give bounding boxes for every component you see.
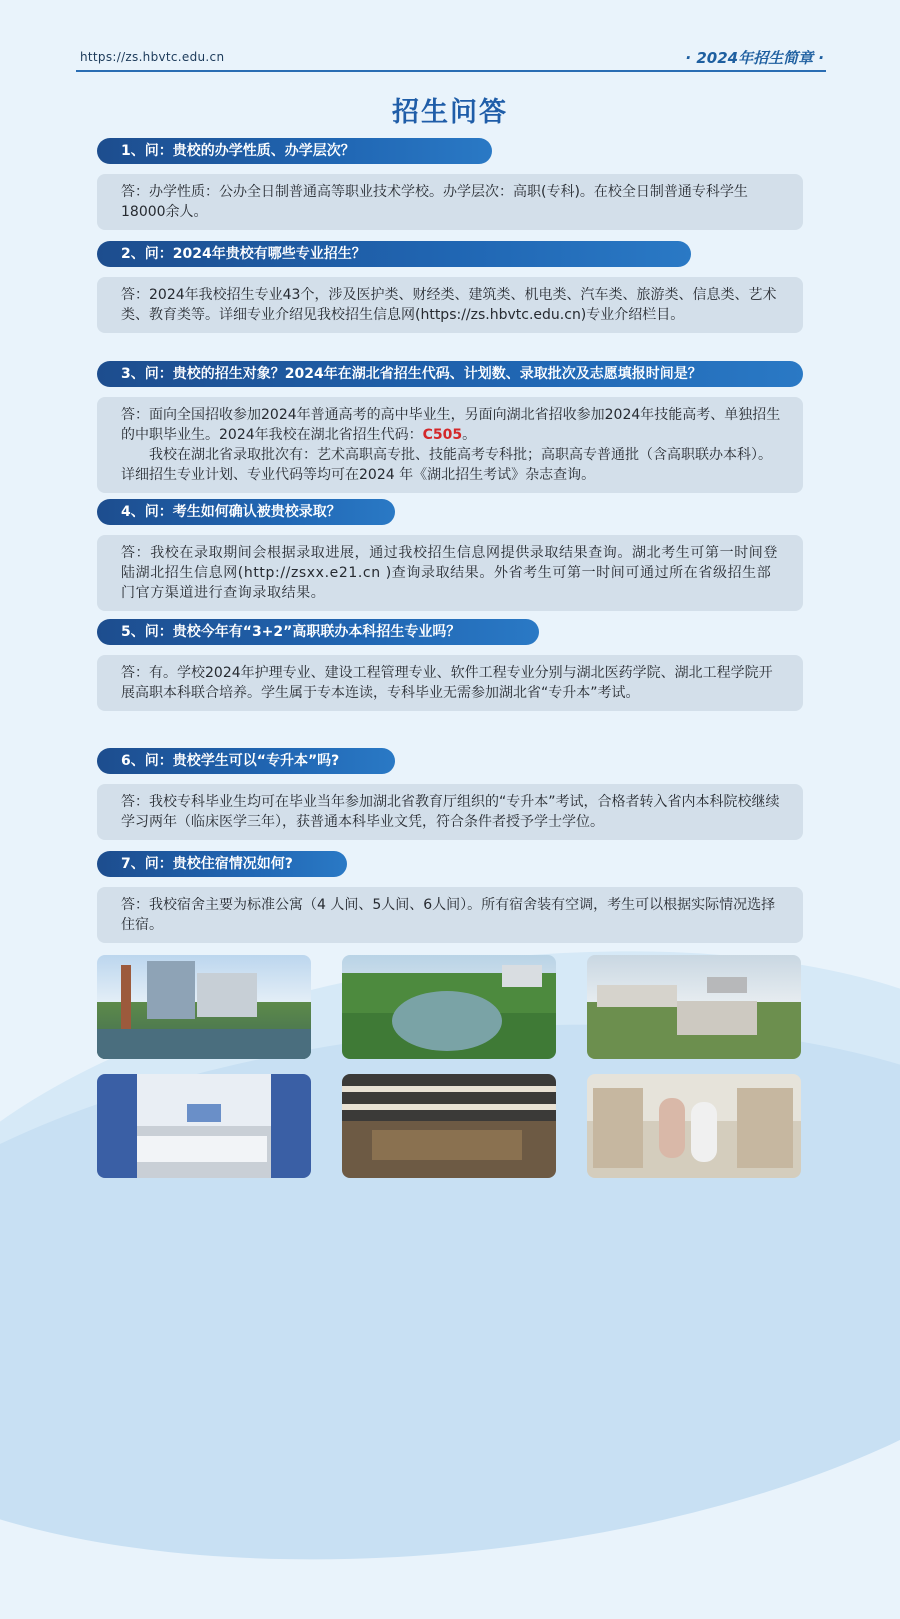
- answer-text: 答：办学性质：公办全日制普通高等职业技术学校。办学层次：高职(专科)。在校全日制普通专科学生18000余人。: [121, 184, 748, 220]
- dormitory-photo: [587, 1074, 801, 1178]
- library-hall-photo: [342, 1074, 556, 1178]
- answer-box: [97, 784, 803, 840]
- page-title: 招生问答: [392, 97, 508, 128]
- question-bar: 7、问：贵校住宿情况如何?: [97, 851, 347, 877]
- question-bar: 3、问：贵校的招生对象？2024年在湖北省招生代码、计划数、录取批次及志愿填报时间是？: [97, 361, 803, 387]
- qa-block-7: [97, 851, 803, 943]
- question-bar: 6、问：贵校学生可以“专升本”吗?: [97, 748, 395, 774]
- answer-text-part: 答：面向全国招收参加2024年普通高考的高中毕业生，另面向湖北省招收参加2024年技能高考、单独招生的中职毕业生。2024年我校在湖北省招生代码：: [121, 407, 781, 443]
- qa-block-3: [97, 361, 803, 493]
- header-title: · 2024年招生简章 ·: [685, 49, 824, 67]
- answer-box: [97, 655, 803, 711]
- answer-text: 答：我校宿舍主要为标准公寓（4 人间、5人间、6人间）。所有宿舍装有空调，考生可以根据实际情况选择住宿。: [121, 897, 776, 933]
- answer-text: [121, 405, 785, 445]
- answer-text: 答：有。学校2024年护理专业、建设工程管理专业、软件工程专业分别与湖北医药学院、湖北工程学院开展高职本科联合培养。学生属于专本连读，专科毕业无需参加湖北省“专升本”考试。: [121, 665, 773, 701]
- classroom-photo: [97, 1074, 311, 1178]
- answer-box: [97, 887, 803, 943]
- answer-text: 答：我校在录取期间会根据录取进展，通过我校招生信息网提供录取结果查询。湖北考生可第一时间登陆湖北招生信息网(http://zsxx.e21.cn )查询录取结果。外省考生可第一时间可通过所在省级招生部门官方渠道进行查询录取结果。: [121, 545, 778, 601]
- qa-block-6: [97, 748, 803, 840]
- question-bar: 4、问：考生如何确认被贵校录取？: [97, 499, 395, 525]
- qa-block-4: [97, 499, 803, 611]
- question-bar: 1、问：贵校的办学性质、办学层次？: [97, 138, 492, 164]
- header-divider: [76, 70, 826, 72]
- answer-text-part: 。: [462, 427, 477, 443]
- answer-text: 答：2024年我校招生专业43个，涉及医护类、财经类、建筑类、机电类、汽车类、旅游类、信息类、艺术类、教育类等。详细专业介绍见我校招生信息网(https://zs.hbvtc.edu.cn)专业介绍栏目。: [121, 287, 777, 323]
- answer-box: [97, 174, 803, 230]
- campus-lake-photo: [342, 955, 556, 1059]
- qa-block-1: [97, 138, 803, 230]
- question-bar: 5、问：贵校今年有“3+2”高职联办本科招生专业吗？: [97, 619, 539, 645]
- admission-code: C505: [422, 427, 463, 443]
- header-url: https://zs.hbvtc.edu.cn: [80, 50, 225, 64]
- qa-block-2: [97, 241, 803, 333]
- answer-box: [97, 535, 803, 611]
- answer-text: 我校在湖北省录取批次有：艺术高职高专批、技能高考专科批；高职高专普通批（含高职联办本科）。详细招生专业计划、专业代码等均可在2024 年《湖北招生考试》杂志查询。: [121, 447, 772, 483]
- question-bar: 2、问：2024年贵校有哪些专业招生？: [97, 241, 691, 267]
- answer-text: 答：我校专科毕业生均可在毕业当年参加湖北省教育厅组织的“专升本”考试，合格者转入省内本科院校继续学习两年（临床医学三年），获普通本科毕业文凭，符合条件者授予学士学位。: [121, 794, 780, 830]
- campus-aerial-photo: [587, 955, 801, 1059]
- campus-building-photo: [97, 955, 311, 1059]
- answer-box: [97, 277, 803, 333]
- answer-box: [97, 397, 803, 493]
- qa-block-5: [97, 619, 803, 711]
